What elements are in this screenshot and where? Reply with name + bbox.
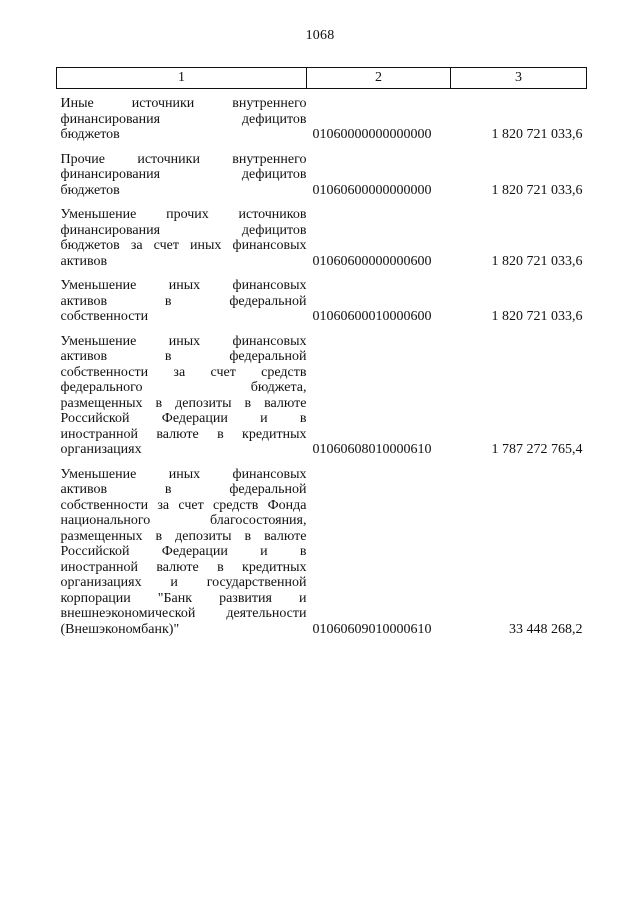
row-name-line: собственности за счет средств (60, 364, 307, 380)
row-name-cell (57, 198, 307, 269)
row-code-cell: 01060609010000610 (312, 621, 432, 637)
row-amount-cell: 1 820 721 033,6 (491, 253, 583, 269)
row-name-line: Уменьшение иных финансовых (60, 333, 307, 349)
row-name-cell (57, 143, 307, 199)
row-name-line: Уменьшение прочих источников (60, 207, 307, 222)
row-name-line: Прочие источники внутреннего (60, 151, 307, 167)
table-row (57, 89, 587, 143)
row-name-line: финансирования дефицитов (60, 167, 307, 182)
row-name-line: (Внешэкономбанк)" (60, 621, 180, 637)
row-name-line: организациях и государственной (60, 575, 307, 590)
row-code-cell: 01060600000000000 (312, 182, 432, 198)
row-name-line: Российской Федерации и в (60, 411, 307, 426)
table-body (57, 89, 587, 638)
budget-sources-table (56, 67, 587, 637)
row-name-line: внешнеэкономической деятельности (60, 606, 307, 621)
row-name-line: активов (60, 253, 108, 269)
row-name-cell (57, 89, 307, 143)
column-header-3: 3 (451, 68, 587, 89)
column-header-2: 2 (307, 68, 451, 89)
row-name-line: финансирования дефицитов (60, 111, 307, 127)
table-row (57, 198, 587, 269)
row-code-cell: 01060600000000600 (312, 253, 432, 269)
table-row (57, 458, 587, 638)
row-name-line: Уменьшение иных финансовых (60, 278, 307, 293)
row-name-line: федерального бюджета, (60, 380, 307, 395)
row-amount-cell: 1 787 272 765,4 (491, 442, 583, 457)
row-amount-cell: 1 820 721 033,6 (491, 182, 583, 198)
row-code-cell: 01060000000000000 (312, 127, 432, 142)
row-name-line: Уменьшение иных финансовых (60, 466, 307, 482)
row-amount-cell: 33 448 268,2 (509, 621, 583, 637)
row-name-cell (57, 325, 307, 458)
row-amount-cell: 1 820 721 033,6 (491, 127, 583, 142)
row-name-line: финансирования дефицитов (60, 222, 307, 238)
row-name-line: национального благосостояния, (60, 513, 307, 528)
row-name-line: Российской Федерации и в (60, 544, 307, 559)
row-name-line: организациях (60, 442, 142, 457)
row-code-cell: 01060600010000600 (312, 309, 432, 324)
row-name-line: иностранной валюте в кредитных (60, 559, 307, 575)
row-name-line: иностранной валюте в кредитных (60, 426, 307, 442)
row-amount-cell: 1 820 721 033,6 (491, 309, 583, 324)
row-name-line: активов в федеральной (60, 482, 307, 497)
row-name-line: корпорации "Банк развития и (60, 590, 307, 606)
table-row (57, 269, 587, 325)
row-name-line: бюджетов за счет иных финансовых (60, 238, 307, 253)
row-name-line: Иные источники внутреннего (60, 96, 307, 111)
row-name-line: бюджетов (60, 182, 120, 198)
table-row (57, 143, 587, 199)
table-row (57, 325, 587, 458)
row-code-cell: 01060608010000610 (312, 442, 432, 457)
row-name-line: активов в федеральной (60, 349, 307, 364)
row-name-line: размещенных в депозиты в валюте (60, 395, 307, 411)
row-name-line: размещенных в депозиты в валюте (60, 528, 307, 544)
column-header-1: 1 (57, 68, 307, 89)
table-header-row (57, 68, 587, 89)
row-name-cell (57, 458, 307, 638)
row-name-cell (57, 269, 307, 325)
page-number: 1068 (305, 28, 335, 43)
row-name-line: бюджетов (60, 127, 120, 142)
row-name-line: активов в федеральной (60, 293, 307, 309)
row-name-line: собственности (60, 309, 149, 324)
row-name-line: собственности за счет средств Фонда (60, 497, 307, 513)
